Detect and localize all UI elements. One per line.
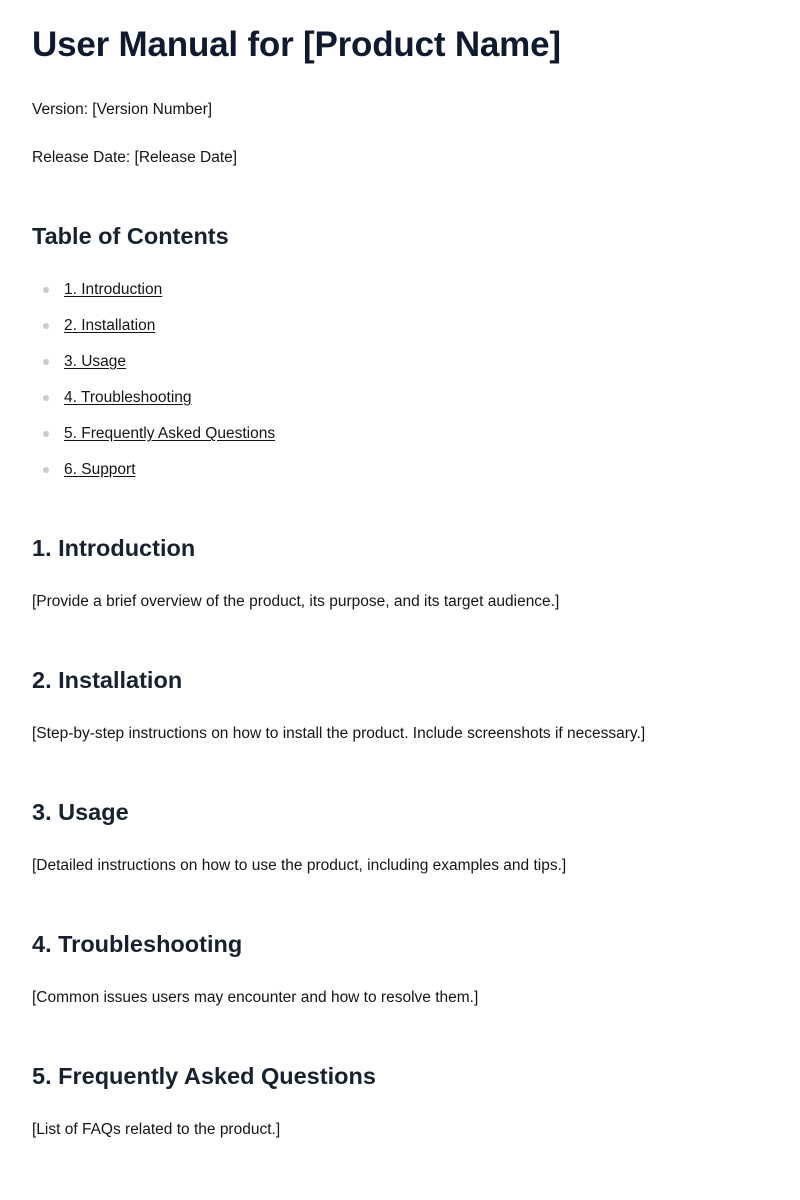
toc-item-support	[32, 458, 275, 494]
section-heading-faq: 5. Frequently Asked Questions	[32, 1063, 376, 1089]
bullet-icon	[43, 395, 49, 401]
page-title: User Manual for [Product Name]	[32, 25, 561, 64]
toc-item-faq	[32, 422, 275, 458]
section-heading-introduction: 1. Introduction	[32, 535, 196, 561]
toc-item-installation	[32, 314, 275, 350]
version-line: Version: [Version Number]	[32, 101, 213, 118]
section-text-introduction: [Provide a brief overview of the product, its purpose, and its target audience.]	[32, 593, 560, 610]
bullet-icon	[43, 287, 49, 293]
toc-heading: Table of Contents	[32, 223, 229, 249]
toc-link-troubleshooting[interactable]: 4. Troubleshooting	[64, 389, 192, 406]
toc-link-installation[interactable]: 2. Installation	[64, 317, 156, 334]
bullet-icon	[43, 431, 49, 437]
section-heading-installation: 2. Installation	[32, 667, 183, 693]
bullet-icon	[43, 359, 49, 365]
section-heading-troubleshooting: 4. Troubleshooting	[32, 931, 243, 957]
section-text-usage: [Detailed instructions on how to use the product, including examples and tips.]	[32, 857, 567, 874]
section-text-troubleshooting: [Common issues users may encounter and how to resolve them.]	[32, 989, 479, 1006]
toc-link-usage[interactable]: 3. Usage	[64, 353, 127, 370]
toc-link-support[interactable]: 6. Support	[64, 461, 136, 478]
section-text-faq: [List of FAQs related to the product.]	[32, 1121, 281, 1138]
toc-item-usage	[32, 350, 275, 386]
toc-item-troubleshooting	[32, 386, 275, 422]
section-text-installation: [Step-by-step instructions on how to install the product. Include screenshots if necessary.]	[32, 725, 646, 742]
toc-link-faq[interactable]: 5. Frequently Asked Questions	[64, 425, 276, 442]
release-date-line: Release Date: [Release Date]	[32, 149, 238, 166]
bullet-icon	[43, 467, 49, 473]
toc-item-introduction	[32, 278, 275, 314]
toc-link-introduction[interactable]: 1. Introduction	[64, 281, 163, 298]
section-heading-usage: 3. Usage	[32, 799, 129, 825]
table-of-contents	[32, 278, 275, 494]
bullet-icon	[43, 323, 49, 329]
